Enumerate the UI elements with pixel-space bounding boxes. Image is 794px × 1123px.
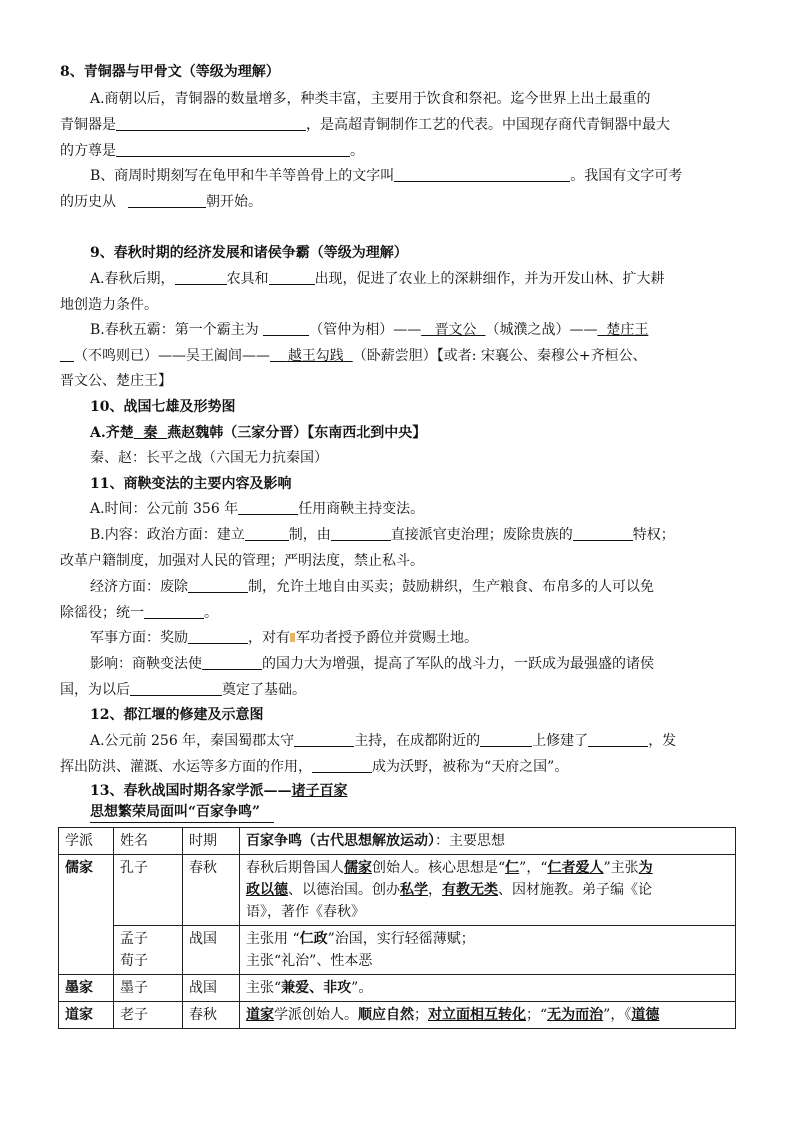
answer-blank[interactable] bbox=[312, 758, 372, 773]
text: 奠定了基础。 bbox=[222, 682, 306, 698]
text: 特权； bbox=[632, 527, 675, 543]
s9-line-a2: 地创造力条件。 bbox=[60, 297, 158, 313]
s10-line-2: 秦、赵：长平之战（六国无力抗秦国） bbox=[90, 450, 328, 466]
text: 。 bbox=[204, 605, 218, 621]
table-header: 时期 bbox=[183, 828, 240, 855]
section-8-title: 8、青铜器与甲骨文（等级为理解） bbox=[60, 64, 280, 80]
s8-line-b1 bbox=[90, 167, 682, 185]
answer-blank[interactable] bbox=[480, 732, 532, 747]
table-row bbox=[59, 926, 736, 975]
text: 的方尊是 bbox=[60, 143, 116, 159]
text: 朝开始。 bbox=[206, 194, 262, 210]
s9-line-a1 bbox=[90, 270, 665, 288]
s11-line-e1 bbox=[90, 578, 654, 596]
text: ，对有 bbox=[248, 630, 290, 646]
period-cell: 春秋 bbox=[183, 1002, 240, 1029]
answer-blank[interactable] bbox=[60, 347, 74, 362]
text: 燕赵魏韩（三家分晋）【东南西北到中央】 bbox=[167, 425, 427, 441]
answer-blank[interactable] bbox=[202, 655, 262, 670]
text: B.春秋五霸：第一个霸主为 bbox=[90, 322, 264, 338]
text: 的国力大为增强，提高了军队的战斗力，一跃成为最强盛的诸侯 bbox=[262, 656, 654, 672]
answer-blank[interactable] bbox=[331, 526, 391, 541]
answer-blank[interactable] bbox=[175, 270, 227, 285]
period-cell: 战国 bbox=[183, 926, 240, 975]
text: （城濮之战）—— bbox=[485, 322, 598, 338]
school-cell: 墨家 bbox=[59, 975, 114, 1002]
section-12-title: 12、都江堰的修建及示意图 bbox=[90, 707, 264, 723]
table-header: 姓名 bbox=[114, 828, 183, 855]
answer-blank[interactable] bbox=[116, 116, 306, 131]
text: 直接派官吏治理；废除贵族的 bbox=[390, 527, 573, 543]
text: 13、春秋战国时期各家学派—— bbox=[90, 783, 292, 799]
text: 诸子百家 bbox=[291, 783, 348, 799]
s8-line-a1: A.商朝以后，青铜器的数量增多，种类丰富，主要用于饮食和祭祀。迄今世界上出土最重的 bbox=[90, 91, 651, 107]
answer-blank[interactable] bbox=[294, 732, 354, 747]
filled-answer: 越王勾践 bbox=[287, 348, 344, 364]
answer-blank[interactable] bbox=[588, 732, 648, 747]
period-cell: 战国 bbox=[183, 975, 240, 1002]
answer-blank[interactable] bbox=[188, 578, 248, 593]
text: （卧薪尝胆）【或者: 宋襄公、秦穆公+齐桓公、 bbox=[352, 348, 647, 364]
text: 。我国有文字可考 bbox=[570, 168, 683, 184]
school-cell: 道家 bbox=[59, 1002, 114, 1029]
table-header: 学派 bbox=[59, 828, 114, 855]
text: A.春秋后期， bbox=[90, 271, 175, 287]
text: 除徭役；统一 bbox=[60, 605, 144, 621]
table-row bbox=[59, 975, 736, 1002]
text: 。 bbox=[350, 143, 364, 159]
text: 的历史从 bbox=[60, 194, 116, 210]
s10-line-1 bbox=[90, 424, 426, 442]
name-cell: 孟子 荀子 bbox=[114, 926, 183, 975]
s11-line-m1 bbox=[90, 629, 478, 647]
text: 青铜器是 bbox=[60, 117, 116, 133]
period-cell: 春秋 bbox=[183, 855, 240, 926]
name-cell: 墨子 bbox=[114, 975, 183, 1002]
text: （不鸣则已）——吴王阖闾—— bbox=[74, 348, 270, 364]
idea-cell: 春秋后期鲁国人儒家创始人。核心思想是“仁”，“仁者爱人”主张为 政以德、以德治国。创办私学，有教无类、因材施教。弟子编《论 语》，著作《春秋》 bbox=[240, 855, 736, 926]
section-9-title: 9、春秋时期的经济发展和诸侯争霸（等级为理解） bbox=[90, 245, 408, 261]
table-header bbox=[240, 828, 736, 855]
text: 挥出防洪、灌溉、水运等多方面的作用， bbox=[60, 759, 312, 775]
name-cell: 老子 bbox=[114, 1002, 183, 1029]
answer-blank[interactable] bbox=[188, 629, 248, 644]
text: B.内容：政治方面：建立 bbox=[90, 527, 245, 543]
answer-blank[interactable] bbox=[245, 526, 289, 541]
text: A.公元前 256 年，秦国蜀郡太守 bbox=[90, 733, 295, 749]
text: （管仲为相）—— bbox=[309, 322, 422, 338]
s11-line-i2 bbox=[60, 681, 306, 699]
name-cell: 孔子 bbox=[114, 855, 183, 926]
answer-blank[interactable] bbox=[130, 681, 222, 696]
text: ，发 bbox=[648, 733, 677, 749]
s8-line-b2 bbox=[60, 193, 262, 211]
idea-cell: 主张用 “仁政”治国，实行轻徭薄赋； 主张“礼治”、性本恶 bbox=[240, 926, 736, 975]
text: A.时间：公元前 356 年 bbox=[90, 501, 239, 517]
highlight-mark bbox=[290, 633, 295, 642]
subtitle-underline bbox=[90, 822, 274, 823]
text: ，是高超青铜制作工艺的代表。中国现存商代青铜器中最大 bbox=[306, 117, 670, 133]
text: 国，为以后 bbox=[60, 682, 130, 698]
s11-line-b1 bbox=[90, 526, 675, 544]
table-row bbox=[59, 1002, 736, 1029]
text: 成为沃野，被称为“天府之国”。 bbox=[372, 759, 569, 775]
section-10-title: 10、战国七雄及形势图 bbox=[90, 399, 236, 415]
table-header-row bbox=[59, 828, 736, 855]
idea-cell: 道家学派创始人。顺应自然；对立面相互转化；“无为而治”，《道德 bbox=[240, 1002, 736, 1029]
text: 影响：商鞅变法使 bbox=[90, 656, 202, 672]
text: 上修建了 bbox=[532, 733, 589, 749]
s11-line-e2 bbox=[60, 604, 218, 622]
section-13-subtitle: 思想繁荣局面叫“百家争鸣” bbox=[90, 804, 261, 820]
s11-line-i1 bbox=[90, 655, 654, 673]
school-cell: 儒家 bbox=[59, 855, 114, 975]
section-11-title: 11、商鞅变法的主要内容及影响 bbox=[90, 476, 292, 492]
text: ：主要思想 bbox=[435, 833, 505, 849]
filled-answer: 楚庄王 bbox=[606, 322, 649, 338]
filled-answer: 晋文公 bbox=[434, 322, 477, 338]
text: 军功者授予爵位并赏赐土地。 bbox=[296, 630, 478, 646]
table-row bbox=[59, 855, 736, 926]
answer-blank[interactable] bbox=[116, 142, 350, 157]
text: 主持，在成都附近的 bbox=[354, 733, 481, 749]
answer-blank[interactable] bbox=[238, 500, 298, 515]
s11-line-b2: 改革户籍制度，加强对人民的管理；严明法度，禁止私斗。 bbox=[60, 553, 424, 569]
answer-blank[interactable] bbox=[128, 193, 206, 208]
answer-blank[interactable] bbox=[263, 321, 309, 336]
text: 农具和 bbox=[226, 271, 269, 287]
filled-answer: 秦 bbox=[143, 425, 158, 441]
s8-line-a3 bbox=[60, 142, 364, 160]
s11-line-a1 bbox=[90, 500, 424, 518]
text: 任用商鞅主持变法。 bbox=[298, 501, 425, 517]
s9-line-b2 bbox=[60, 347, 647, 365]
answer-blank[interactable] bbox=[394, 167, 570, 182]
s12-line-1 bbox=[90, 732, 676, 750]
s9-line-b3: 晋文公、楚庄王】 bbox=[60, 373, 172, 389]
text: 百家争鸣（古代思想解放运动） bbox=[246, 833, 435, 849]
answer-blank[interactable] bbox=[573, 526, 633, 541]
s12-line-2 bbox=[60, 758, 568, 776]
text: B、商周时期刻写在龟甲和牛羊等兽骨上的文字叫 bbox=[90, 168, 395, 184]
text: 制，允许土地自由买卖；鼓励耕织，生产粮食、布帛多的人可以免 bbox=[248, 579, 654, 595]
text: 经济方面：废除 bbox=[90, 579, 188, 595]
s8-line-a2 bbox=[60, 116, 670, 134]
answer-blank[interactable] bbox=[144, 604, 204, 619]
text: 军事方面：奖励 bbox=[90, 630, 188, 646]
section-13-title bbox=[90, 782, 347, 800]
text: 制，由 bbox=[288, 527, 331, 543]
idea-cell: 主张“兼爱、非攻”。 bbox=[240, 975, 736, 1002]
text: 出现，促进了农业上的深耕细作，并为开发山林、扩大耕 bbox=[314, 271, 665, 287]
s9-line-b1 bbox=[90, 321, 648, 339]
schools-table bbox=[58, 827, 736, 1029]
text: A.齐楚 bbox=[90, 425, 134, 441]
answer-blank[interactable] bbox=[269, 270, 315, 285]
